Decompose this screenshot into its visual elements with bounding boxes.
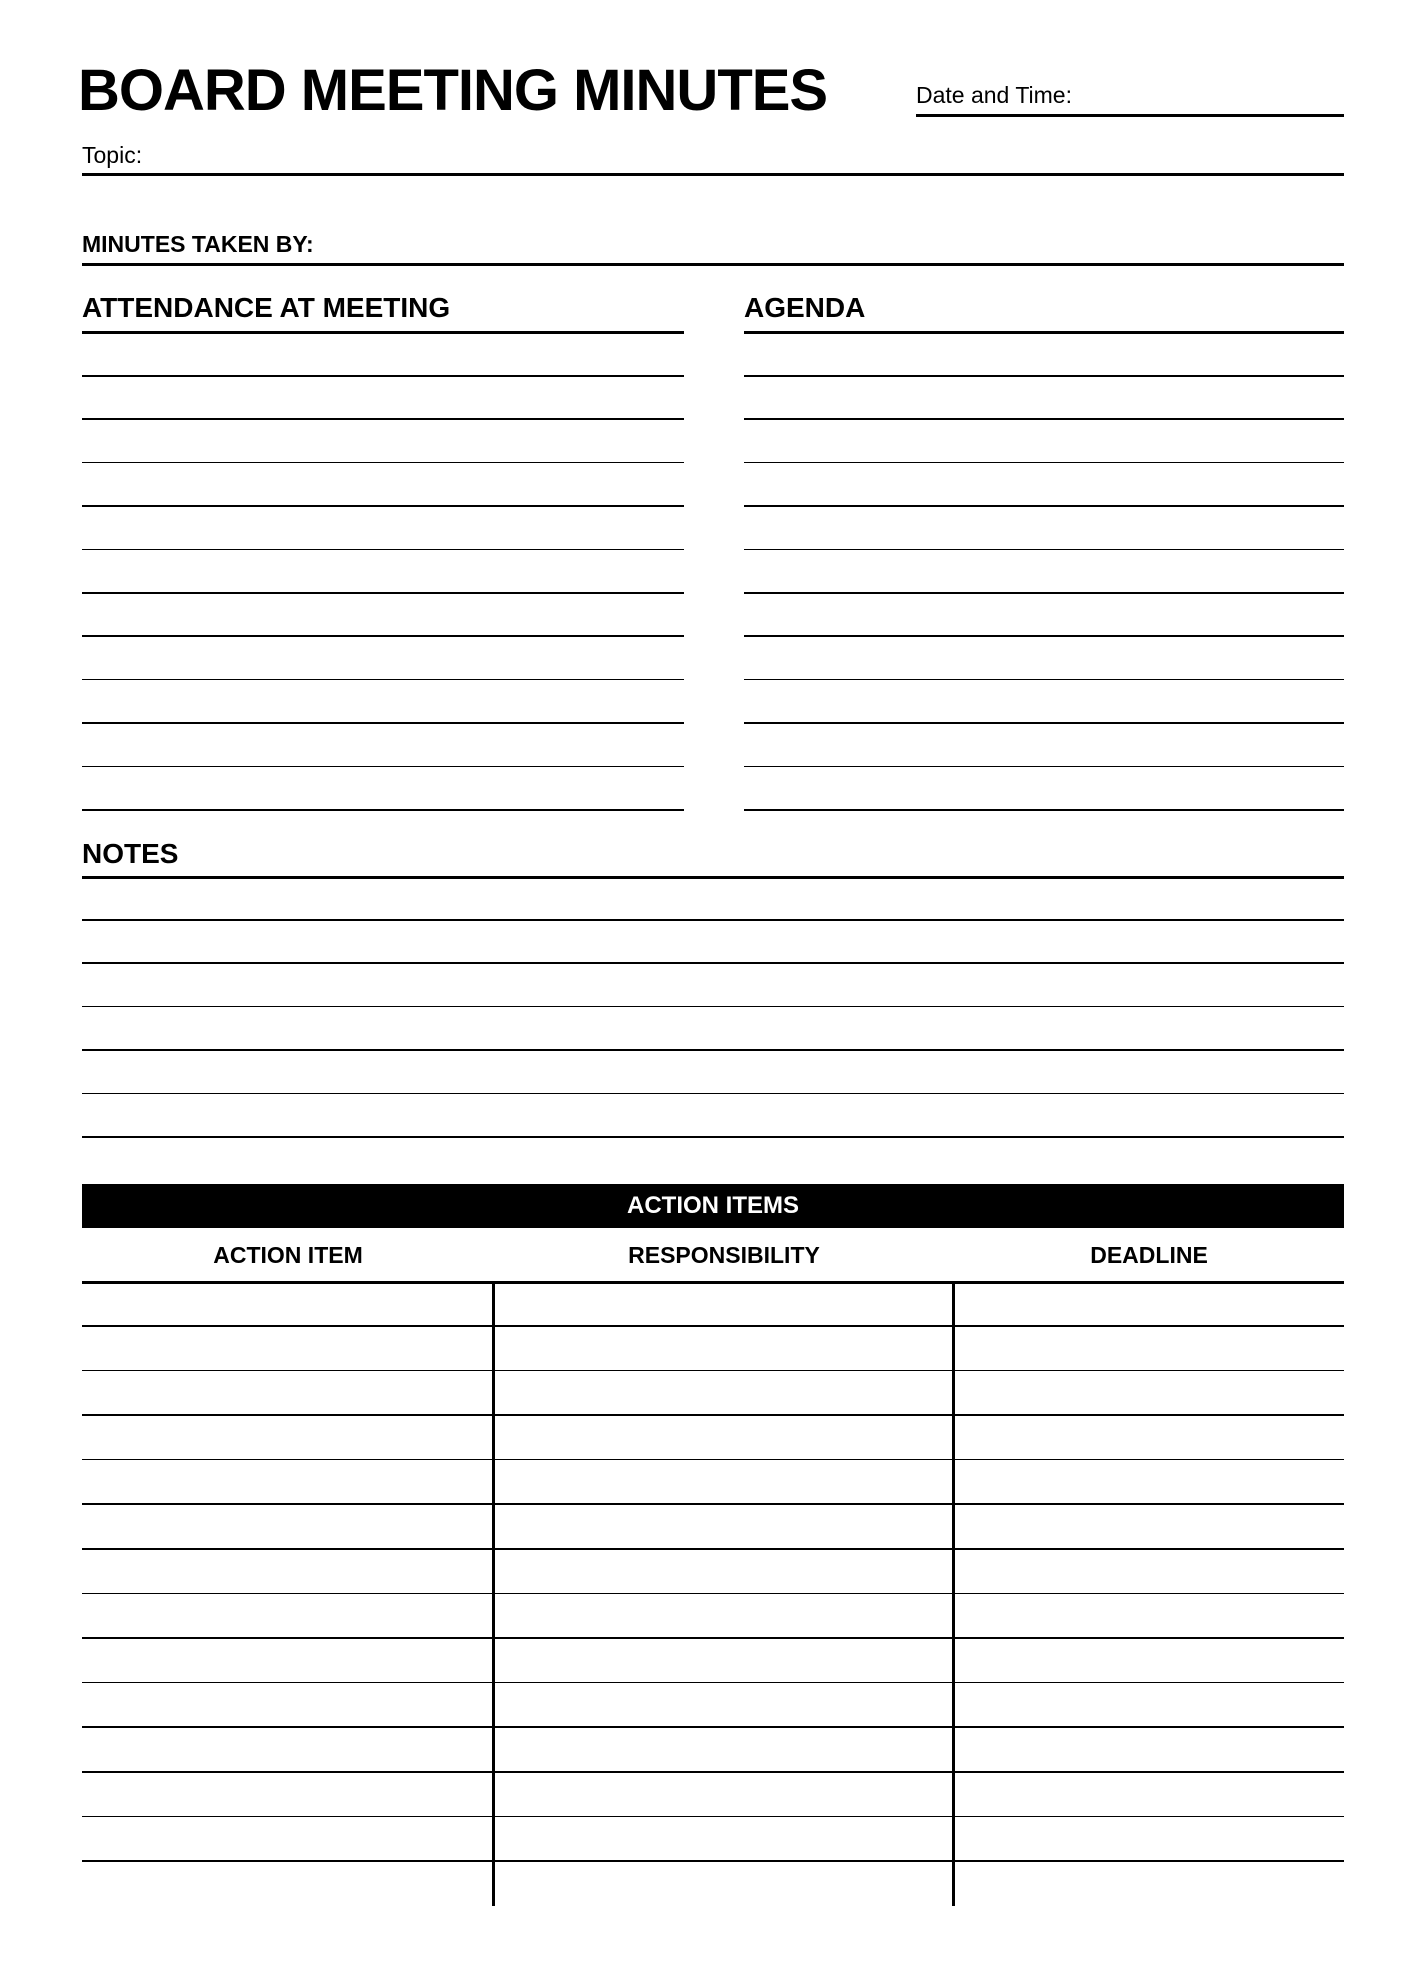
attendance-heading-rule xyxy=(82,331,684,334)
action-table-header-rule xyxy=(82,1281,1344,1284)
column-header-action-item: ACTION ITEM xyxy=(213,1242,363,1268)
notes-heading-rule xyxy=(82,876,1344,879)
table-row[interactable] xyxy=(82,1726,1344,1728)
attendance-line[interactable] xyxy=(82,375,684,377)
agenda-line[interactable] xyxy=(744,375,1344,377)
agenda-line[interactable] xyxy=(744,635,1344,637)
date-time-field[interactable] xyxy=(916,114,1344,117)
agenda-line[interactable] xyxy=(744,722,1344,724)
table-row[interactable] xyxy=(82,1860,1344,1862)
minutes-taken-by-field[interactable] xyxy=(82,263,1344,266)
table-row[interactable] xyxy=(82,1503,1344,1505)
attendance-heading: ATTENDANCE AT MEETING xyxy=(82,292,451,323)
date-time-label: Date and Time: xyxy=(916,82,1072,108)
attendance-line[interactable] xyxy=(82,462,684,464)
attendance-line[interactable] xyxy=(82,418,684,420)
agenda-line[interactable] xyxy=(744,766,1344,768)
table-row[interactable] xyxy=(82,1548,1344,1550)
table-row[interactable] xyxy=(82,1414,1344,1416)
topic-field[interactable] xyxy=(82,173,1344,176)
action-items-header-bar: ACTION ITEMS xyxy=(82,1184,1344,1228)
notes-line[interactable] xyxy=(82,919,1344,921)
agenda-line[interactable] xyxy=(744,592,1344,594)
notes-line[interactable] xyxy=(82,1049,1344,1051)
attendance-line[interactable] xyxy=(82,592,684,594)
column-header-responsibility: RESPONSIBILITY xyxy=(628,1242,820,1268)
agenda-line[interactable] xyxy=(744,809,1344,811)
table-row[interactable] xyxy=(82,1325,1344,1327)
attendance-line[interactable] xyxy=(82,635,684,637)
topic-label: Topic: xyxy=(82,142,143,168)
attendance-line[interactable] xyxy=(82,766,684,768)
agenda-line[interactable] xyxy=(744,549,1344,551)
attendance-line[interactable] xyxy=(82,679,684,681)
notes-line[interactable] xyxy=(82,1093,1344,1095)
attendance-line[interactable] xyxy=(82,505,684,507)
page-title: BOARD MEETING MINUTES xyxy=(78,58,828,123)
table-row[interactable] xyxy=(82,1816,1344,1818)
agenda-heading: AGENDA xyxy=(744,292,866,323)
agenda-line[interactable] xyxy=(744,505,1344,507)
agenda-line[interactable] xyxy=(744,462,1344,464)
table-row[interactable] xyxy=(82,1370,1344,1372)
table-row[interactable] xyxy=(82,1682,1344,1684)
notes-line[interactable] xyxy=(82,962,1344,964)
notes-heading: NOTES xyxy=(82,838,179,869)
attendance-line[interactable] xyxy=(82,549,684,551)
table-row[interactable] xyxy=(82,1459,1344,1461)
table-row[interactable] xyxy=(82,1637,1344,1639)
column-header-deadline: DEADLINE xyxy=(1090,1242,1208,1268)
agenda-line[interactable] xyxy=(744,679,1344,681)
table-row[interactable] xyxy=(82,1593,1344,1595)
notes-line[interactable] xyxy=(82,1006,1344,1008)
agenda-line[interactable] xyxy=(744,418,1344,420)
notes-line[interactable] xyxy=(82,1136,1344,1138)
minutes-taken-by-label: MINUTES TAKEN BY: xyxy=(82,231,314,257)
attendance-line[interactable] xyxy=(82,722,684,724)
attendance-line[interactable] xyxy=(82,809,684,811)
table-row[interactable] xyxy=(82,1771,1344,1773)
agenda-heading-rule xyxy=(744,331,1344,334)
